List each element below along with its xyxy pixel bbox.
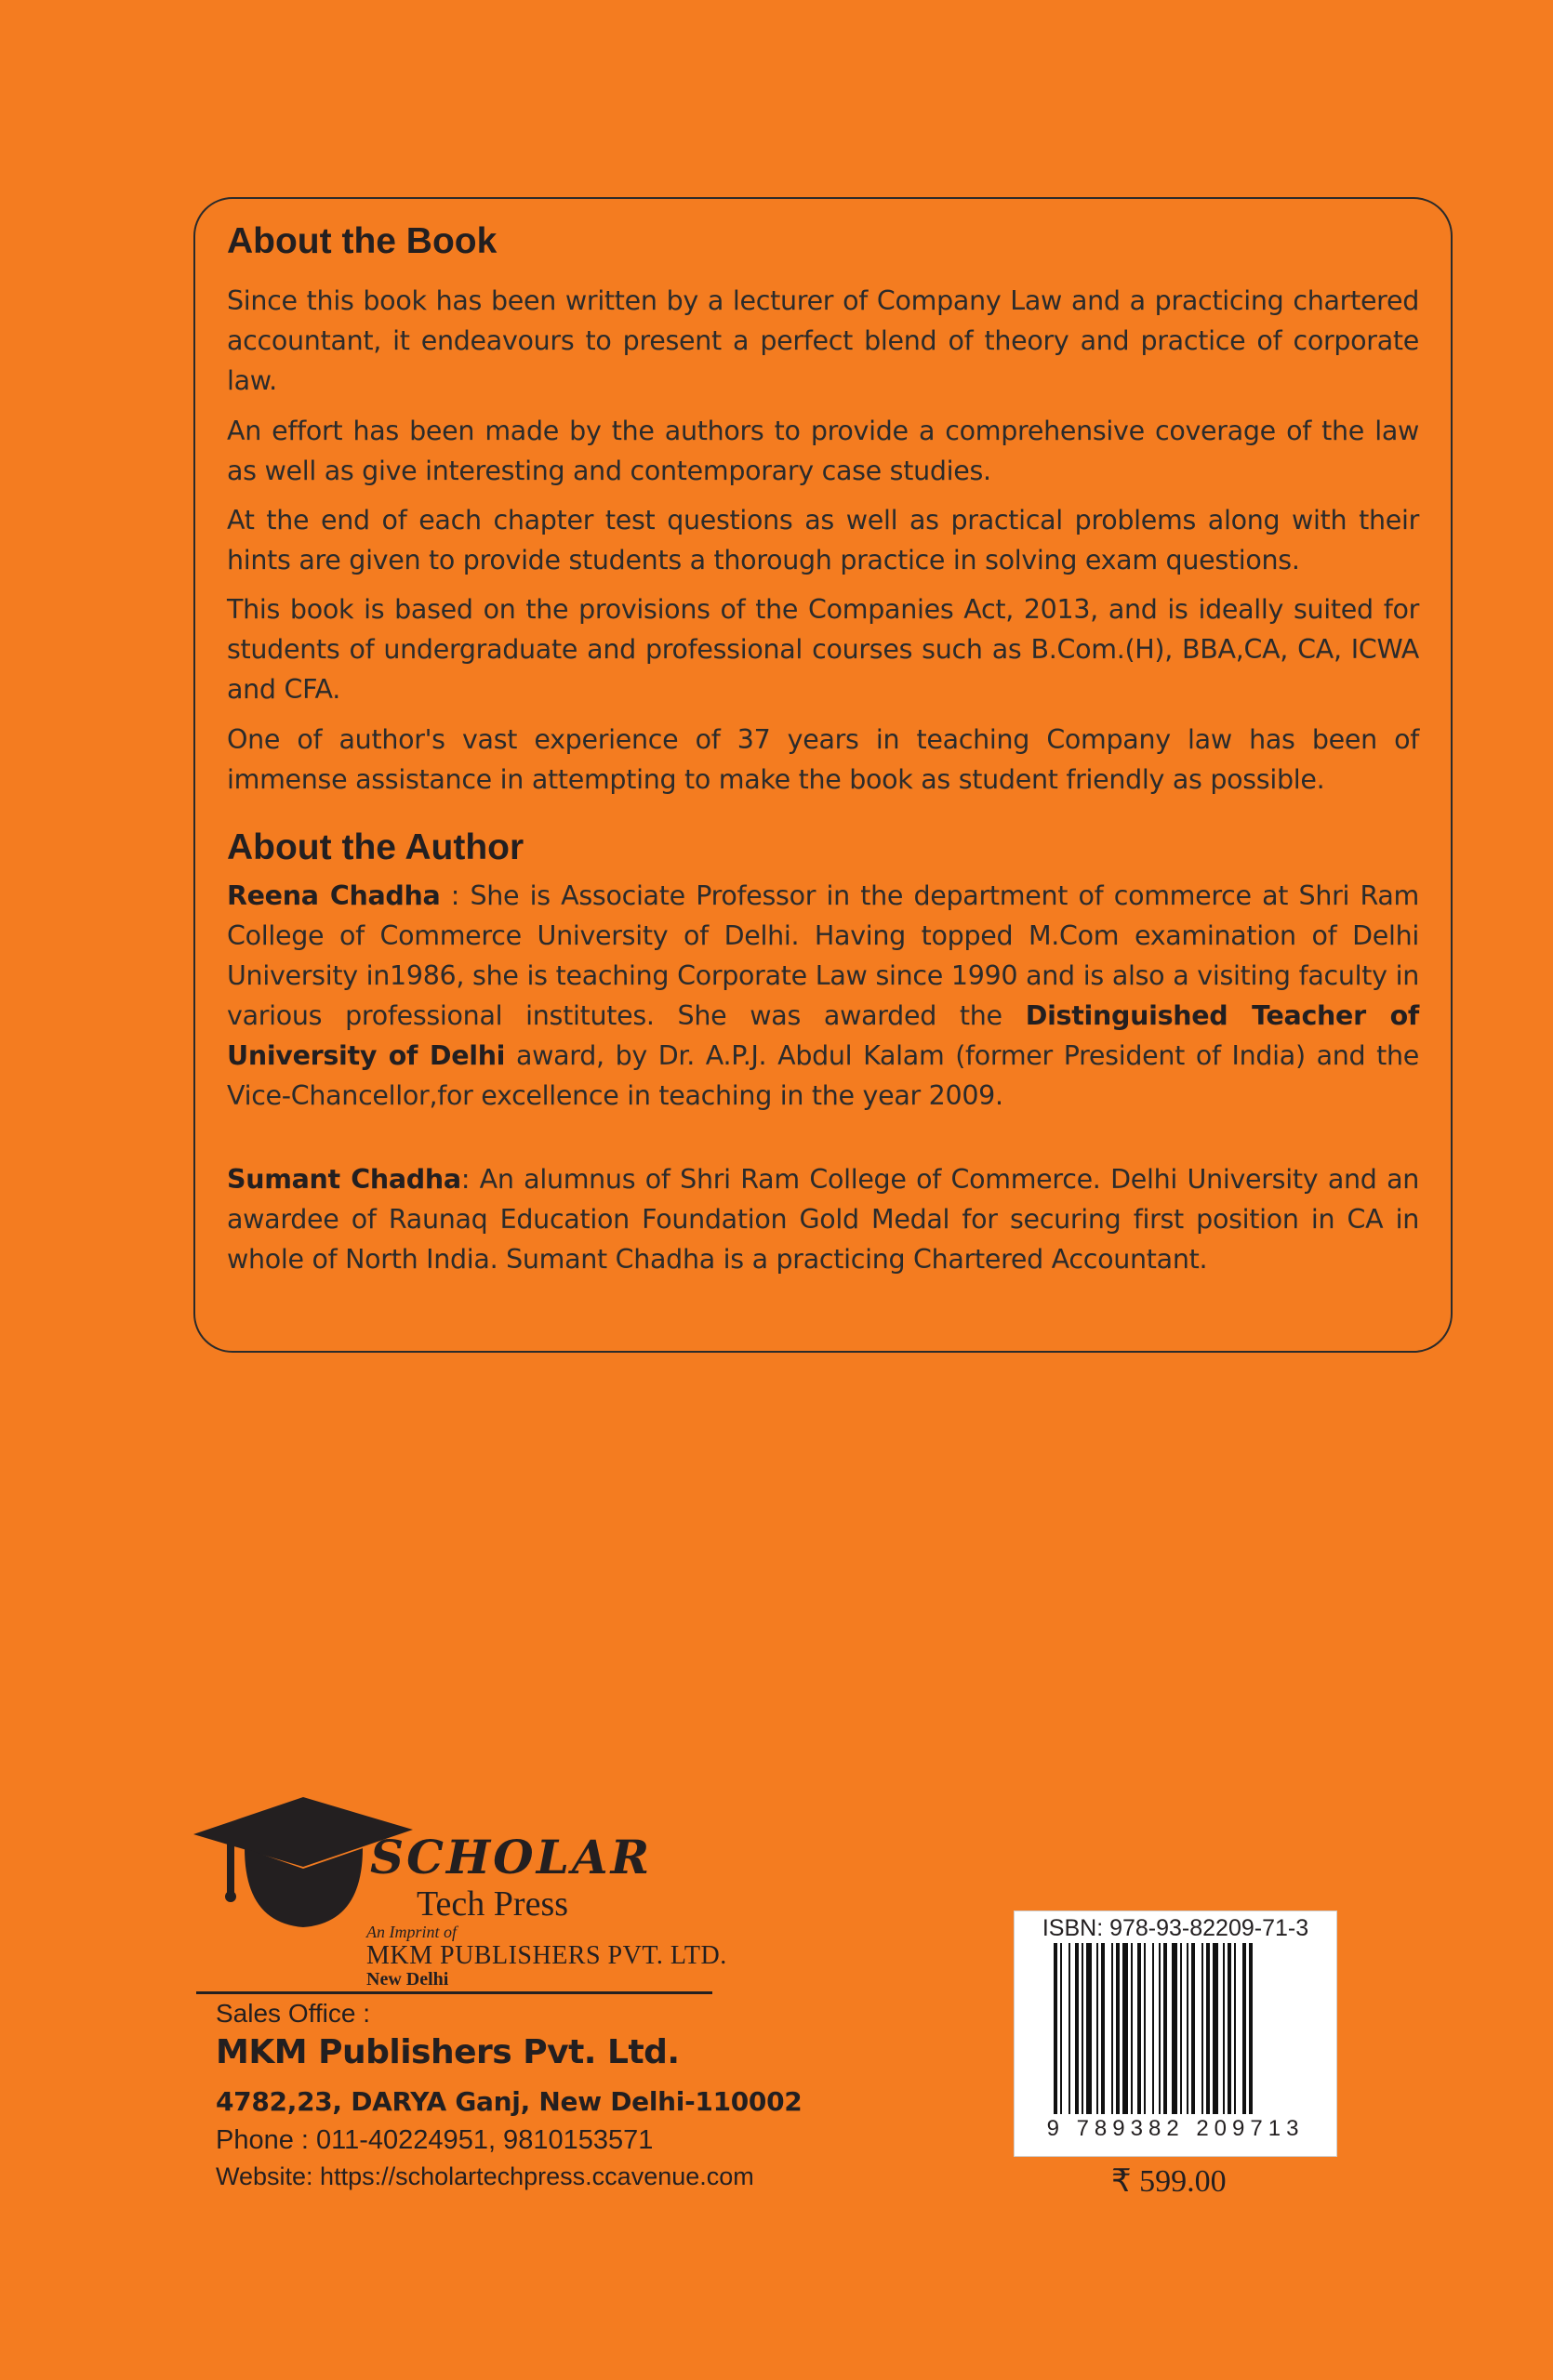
about-author-heading: About the Author (227, 827, 524, 867)
company-name: MKM Publishers Pvt. Ltd. (216, 2033, 680, 2071)
sales-office-label: Sales Office : (216, 1999, 371, 2028)
company-address: 4782,23, DARYA Ganj, New Delhi-110002 (216, 2086, 803, 2117)
price: ₹ 599.00 (1111, 2164, 1227, 2199)
author-1-bio (227, 876, 1419, 1116)
barcode-digits: 9 789382 209713 (1046, 2116, 1305, 2141)
logo-parent-company: MKM PUBLISHERS PVT. LTD. (366, 1941, 727, 1970)
divider (196, 1991, 712, 1994)
about-book-paragraph-4: This book is based on the provisions of the Companies Act, 2013, and is ideally suited for students of undergraduate and professional courses such as B.Com.(H), BBA,CA, CA, ICWA and CFA. (227, 594, 1419, 705)
about-book-paragraph-5: One of author's vast experience of 37 years in teaching Company law has been of immense assistance in attempting to make the book as student friendly as possible. (227, 724, 1419, 795)
publisher-logo (193, 1783, 733, 1990)
isbn-text: ISBN: 978-93-82209-71-3 (1042, 1915, 1309, 1941)
company-phone: Phone : 011-40224951, 9810153571 (216, 2125, 654, 2155)
about-book-heading: About the Book (227, 221, 498, 261)
author-1-text-a: : She is Associate Professor in the department of commerce at Shri Ram College of Commerce University of Delhi. Having topped M.Com examination of Delhi University in1986, she is teaching Corporate Law since 1990 and is also a visiting faculty in various professional institutes. She was awarded the (227, 880, 1419, 1031)
logo-imprint: An Imprint of (366, 1923, 457, 1941)
author-2-name: Sumant Chadha (227, 1164, 461, 1195)
company-website[interactable]: Website: https://scholartechpress.ccavenue.com (216, 2162, 754, 2190)
about-book-paragraph-3: At the end of each chapter test questions as well as practical problems along with their hints are given to provide students a thorough practice in solving exam questions. (227, 505, 1419, 575)
barcode-box (1014, 1911, 1337, 2157)
author-1-name: Reena Chadha (227, 880, 441, 911)
author-2-bio (227, 1159, 1419, 1279)
about-book-paragraph-1: Since this book has been written by a lecturer of Company Law and a practicing chartered accountant, it endeavours to present a perfect blend of theory and practice of corporate law. (227, 285, 1419, 396)
author-2-text: : An alumnus of Shri Ram College of Commerce. Delhi University and an awardee of Raunaq Education Foundation Gold Medal for securing first position in CA in whole of North India. Sumant Chadha is a practicing Chartered Accountant. (227, 1164, 1419, 1275)
logo-city: New Delhi (366, 1969, 449, 1990)
author-1-text-b: award, by Dr. A.P.J. Abdul Kalam (former President of India) and the Vice-Chancellor,for excellence in teaching in the year 2009. (227, 1040, 1419, 1111)
barcode-icon (1052, 1943, 1299, 2120)
logo-subtitle: Tech Press (417, 1884, 569, 1924)
author-1-award: Distinguished Teacher of University of Delhi (227, 1000, 1419, 1071)
about-book-paragraph-2: An effort has been made by the authors to provide a comprehensive coverage of the law as well as give interesting and contemporary case studies. (227, 416, 1419, 486)
logo-wordmark: SCHOLAR (370, 1830, 653, 1884)
